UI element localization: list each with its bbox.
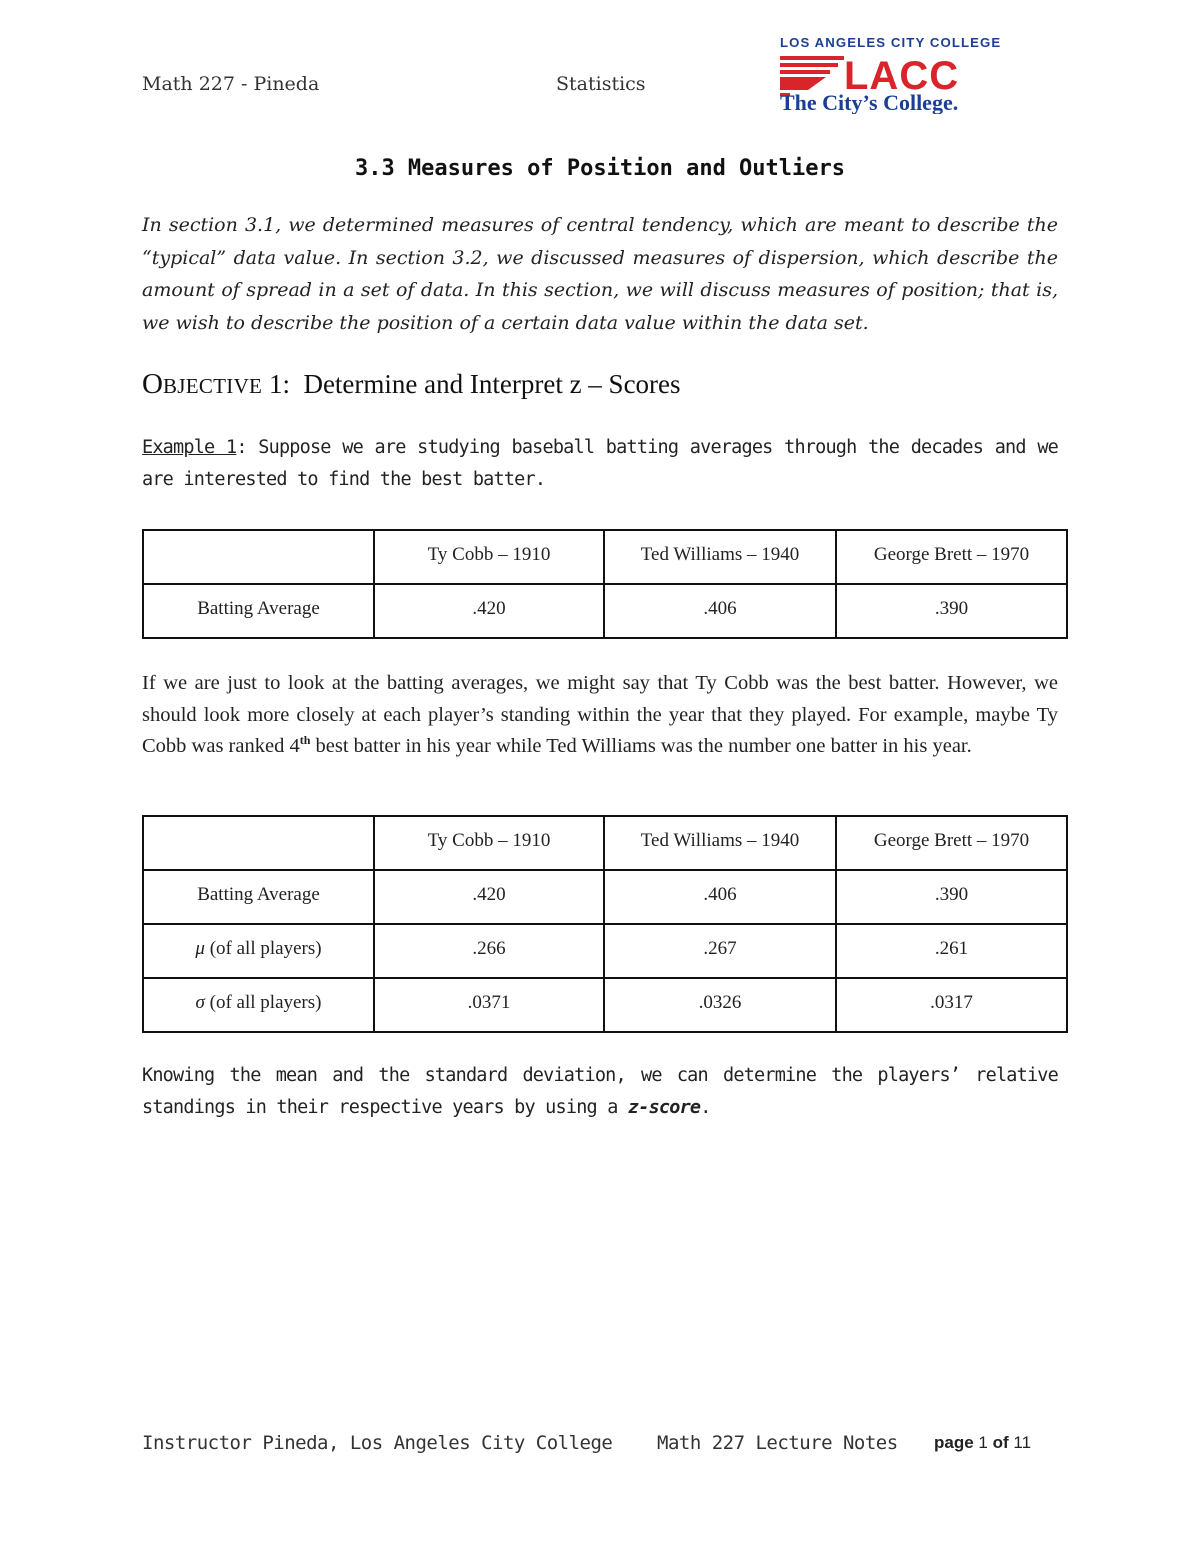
mu-symbol: μ [195, 938, 205, 959]
objective-text: Determine and Interpret z – Scores [303, 369, 681, 399]
table-cell: .0371 [374, 978, 604, 1032]
header-course: Math 227 - Pineda [142, 73, 320, 95]
row-label-cell [143, 924, 374, 978]
row-label: (of all players) [204, 992, 322, 1013]
example-1-paragraph [142, 432, 1058, 496]
table-cell: .420 [374, 584, 604, 638]
objective-caps: BJECTIVE [162, 374, 263, 398]
logo-top-text: LOS ANGELES CITY COLLEGE [780, 35, 1002, 50]
footer-of-word: of [992, 1433, 1009, 1452]
table-cell [143, 816, 374, 870]
table-cell: .266 [374, 924, 604, 978]
objective-heading [142, 368, 681, 401]
footer-page-number [934, 1433, 1031, 1453]
table-header-cell: Ted Williams – 1940 [604, 816, 836, 870]
table-cell: .261 [836, 924, 1067, 978]
table-header-row [143, 816, 1067, 870]
table-row [143, 584, 1067, 638]
table-header-row [143, 530, 1067, 584]
lacc-logo [778, 34, 1074, 114]
table-row [143, 924, 1067, 978]
comparison-text: If we are just to look at the batting averages, we might say that Ty Cobb was the best batter. However, we should look more closely at each player’s standing within the year that they played. For example, maybe Ty Cobb was ranked 4 [142, 672, 1058, 757]
zscore-end: . [700, 1097, 711, 1118]
zscore-emphasis: z-score [627, 1097, 701, 1118]
objective-first-letter: O [142, 368, 163, 400]
footer-notes: Math 227 Lecture Notes [657, 1432, 898, 1454]
comparison-paragraph [142, 668, 1058, 763]
ordinal-suffix: th [299, 733, 311, 747]
logo-mark: LACC [844, 54, 960, 98]
table-cell: .406 [604, 584, 836, 638]
footer-page-total: 11 [1013, 1433, 1032, 1452]
row-label-cell: Batting Average [143, 584, 374, 638]
sigma-symbol: σ [195, 992, 205, 1013]
header-subject: Statistics [556, 73, 646, 95]
table-cell: .420 [374, 870, 604, 924]
comparison-text-end: best batter in his year while Ted Williams was the number one batter in his year. [310, 735, 972, 757]
table-header-cell: George Brett – 1970 [836, 530, 1067, 584]
table-cell [143, 530, 374, 584]
table-cell: .0317 [836, 978, 1067, 1032]
table-header-cell: Ted Williams – 1940 [604, 530, 836, 584]
footer-page-num: 1 [978, 1433, 988, 1452]
footer-page-word: page [934, 1433, 974, 1452]
batting-table-1 [142, 529, 1068, 639]
table-header-cell: Ty Cobb – 1910 [374, 816, 604, 870]
table-cell: .390 [836, 870, 1067, 924]
table-header-cell: George Brett – 1970 [836, 816, 1067, 870]
footer-instructor: Instructor Pineda, Los Angeles City College [142, 1432, 613, 1454]
objective-number: 1: [268, 369, 290, 399]
row-label-cell [143, 978, 374, 1032]
table-cell: .390 [836, 584, 1067, 638]
batting-table-2 [142, 815, 1068, 1033]
row-label-cell [143, 870, 374, 924]
table-cell: .406 [604, 870, 836, 924]
row-label: (of all players) [204, 938, 322, 959]
table-row [143, 870, 1067, 924]
example-1-label: Example 1 [142, 437, 237, 458]
table-row [143, 978, 1067, 1032]
row-label: Batting Average [197, 884, 320, 905]
table-cell: .0326 [604, 978, 836, 1032]
example-1-text: : Suppose we are studying baseball batting averages through the decades and we are interested to find the best batter. [142, 437, 1058, 490]
table-header-cell: Ty Cobb – 1910 [374, 530, 604, 584]
logo-tagline: The City’s College. [780, 90, 959, 114]
page-title: 3.3 Measures of Position and Outliers [354, 156, 846, 181]
intro-paragraph: In section 3.1, we determined measures of central tendency, which are meant to describe the “typical” data value. In section 3.2, we discussed measures of dispersion, which describe the amount of spread in a set of data. In this section, we will discuss measures of position; that is, we wish to describe the position of a certain data value within the data set. [142, 214, 1058, 334]
zscore-text: Knowing the mean and the standard deviation, we can determine the players’ relative standings in their respective years by using a [142, 1065, 1058, 1118]
zscore-paragraph [142, 1060, 1058, 1124]
table-cell: .267 [604, 924, 836, 978]
